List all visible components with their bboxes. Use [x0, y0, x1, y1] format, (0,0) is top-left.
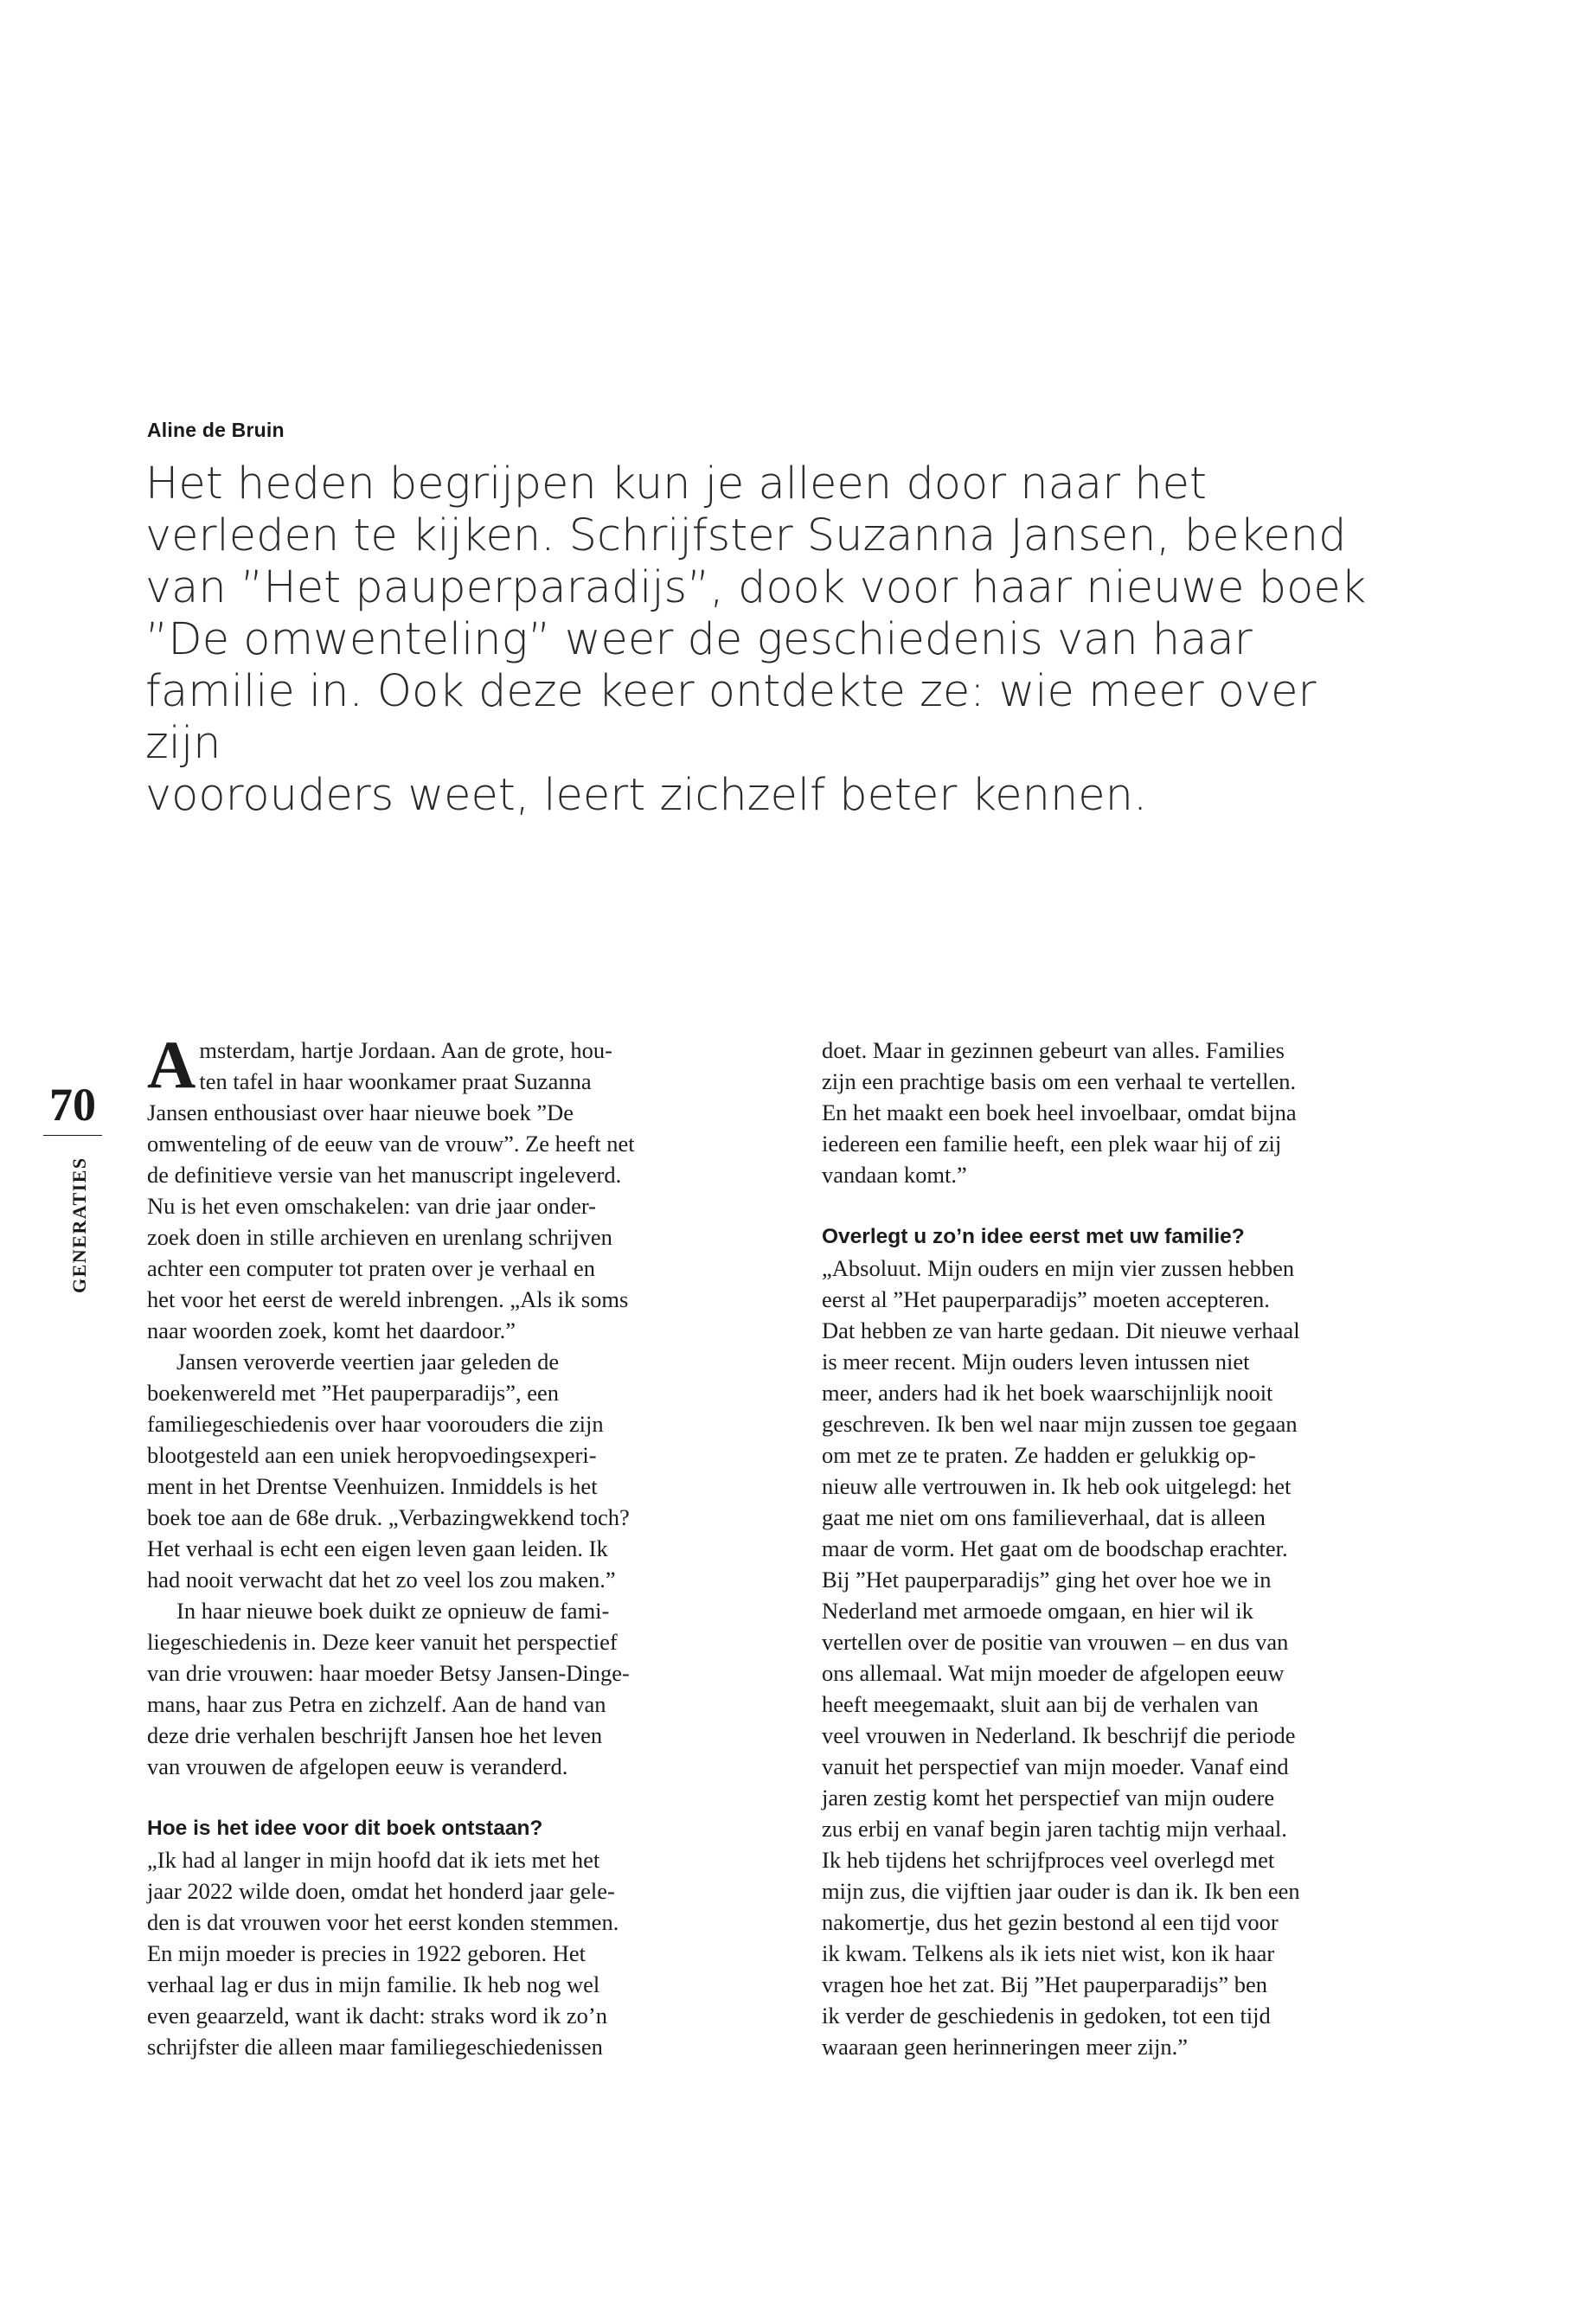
author-byline: Aline de Bruin: [147, 419, 285, 441]
opening-paragraph: [147, 1027, 675, 1346]
drop-cap: A: [147, 1027, 196, 1102]
interview-answer: „Absoluut. Mijn ouders en mijn vier zussen hebben eerst al ”Het pauperparadijs” moeten accepteren. Dat hebben ze van harte gedaan. Dit nieuwe verhaal is meer recent. Mijn ouders leven intussen niet meer, anders had ik het boek waarschijnlijk nooit geschreven. Ik ben wel naar mijn zussen toe gegaan om met ze te praten. Ze hadden er gelukkig op- nieuw alle vertrouwen in. Ik heb ook uitgelegd: het gaat me niet om ons familieverhaal, dat is alleen maar de vorm. Het gaat om de boodschap erachter. Bij ”Het pauperparadijs” ging het over hoe we in Nederland met armoede omgaan, en hier wil ik vertellen over de positie van vrouwen – en dus van ons allemaal. Wat mijn moeder de afgelopen eeuw heeft meegemaakt, sluit aan bij de verhalen van veel vrouwen in Nederland. Ik beschrijf die periode vanuit het perspectief van mijn moeder. Vanaf eind jaren zestig komt het perspectief van mijn oudere zus erbij en vanaf begin jaren tachtig mijn verhaal. Ik heb tijdens het schrijfproces veel overlegd met mijn zus, die vijftien jaar ouder is dan ik. Ik ben een nakomertje, dus het gezin bestond al een tijd voor ik kwam. Telkens als ik iets niet wist, kon ik haar vragen hoe het zat. Bij ”Het pauperparadijs” ben ik verder de geschiedenis in gedoken, tot een tijd waaraan geen herinneringen meer zijn.”: [822, 1255, 1300, 2060]
section-label: GENERATIES: [68, 1157, 90, 1293]
interview-answer: „Ik had al langer in mijn hoofd dat ik iets met het jaar 2022 wilde doen, omdat het honderd jaar gele- den is dat vrouwen voor het eerst konden stemmen. En mijn moeder is precies in 1922 geboren. Het verhaal lag er dus in mijn familie. Ik heb nog wel even geaarzeld, want ik dacht: straks word ik zo’n schrijfster die alleen maar familiegeschiedenissen: [147, 1847, 619, 2060]
folio-divider: [43, 1135, 102, 1136]
article-intro: Het heden begrijpen kun je alleen door naar het verleden te kijken. Schrijfster Suzanna Jansen, bekend van ”Het pauperparadijs”, dook voor haar nieuwe boek ”De omwenteling” weer de geschiedenis van haar familie in. Ook deze keer ontdekte ze: wie meer over zijn voorouders weet, leert zichzelf beter kennen.: [145, 458, 1367, 821]
opening-paragraph-text: msterdam, hartje Jordaan. Aan de grote, hou- ten tafel in haar woonkamer praat Suzanna Jansen enthousiast over haar nieuwe boek ”De omwenteling of de eeuw van de vrouw”. Ze heeft net de definitieve versie van het manuscript ingeleverd. Nu is het even omschakelen: van drie jaar onder- zoek doen in stille archieven en urenlang schrijven achter een computer tot praten over je verhaal en het voor het eerst de wereld inbrengen. „Als ik soms naar woorden zoek, komt het daardoor.”: [147, 1037, 635, 1343]
interview-question: Overlegt u zo’n idee eerst met uw familie?: [822, 1225, 1245, 1248]
left-column: [147, 1027, 675, 2062]
interview-question: Hoe is het idee voor dit boek ontstaan?: [147, 1817, 543, 1840]
page-number: 70: [49, 1079, 96, 1131]
body-paragraph: Jansen veroverde veertien jaar geleden de boekenwereld met ”Het pauperparadijs”, een familiegeschiedenis over haar voorouders die zijn blootgesteld aan een uniek heropvoedingsexperi- ment in het Drentse Veenhuizen. Inmiddels is het boek toe aan de 68e druk. „Verbazingwekkend toch? Het verhaal is echt een eigen leven gaan leiden. Ik had nooit verwacht dat het zo veel los zou maken.”: [147, 1349, 630, 1593]
right-column: [822, 1035, 1349, 2062]
answer-continuation: doet. Maar in gezinnen gebeurt van alles. Families zijn een prachtige basis om een verhaal te vertellen. En het maakt een boek heel invoelbaar, omdat bijna iedereen een familie heeft, een plek waar hij of zij vandaan komt.”: [822, 1037, 1297, 1188]
body-paragraph: In haar nieuwe boek duikt ze opnieuw de fami- liegeschiedenis in. Deze keer vanuit het perspectief van drie vrouwen: haar moeder Betsy Jansen-Dinge- mans, haar zus Petra en zichzelf. Aan de hand van deze drie verhalen beschrijft Jansen hoe het leven van vrouwen de afgelopen eeuw is veranderd.: [147, 1598, 630, 1779]
